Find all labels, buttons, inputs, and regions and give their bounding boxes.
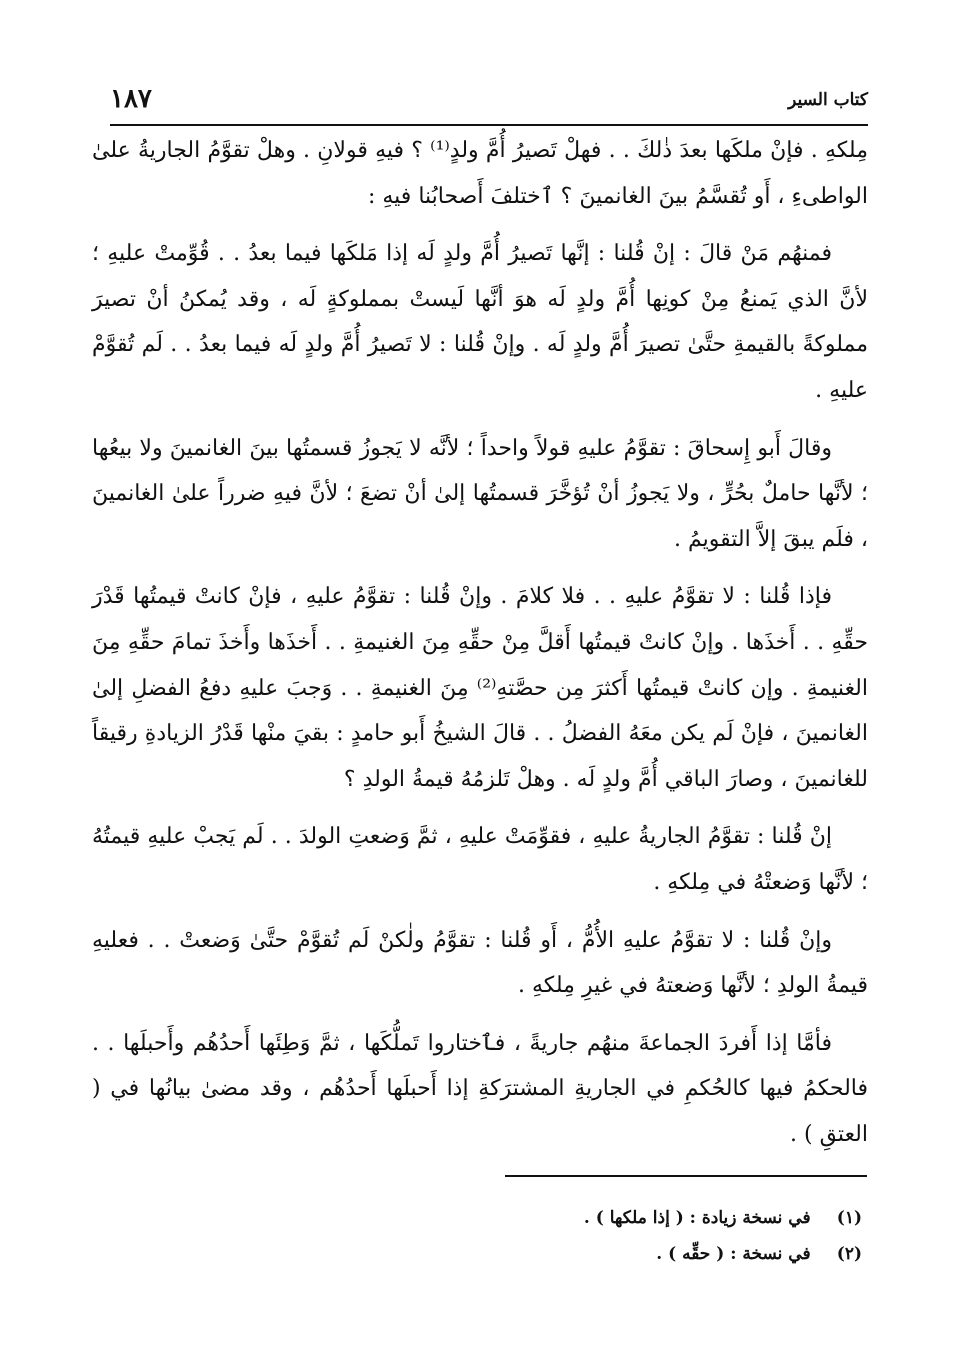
paragraph: مِلكهِ . فإنْ ملكَها بعدَ ذٰلكَ . . فهلْ تَصيرُ أُمَّ ولدٍ⁽¹⁾ ؟ فيهِ قولانِ . وهلْ تقوَّمُ الجاريةُ علىٰ الواطىءِ ، أَو تُقسَّمُ بينَ الغانمينَ ؟ ٱختلفَ أَصحابُنا فيهِ : xyxy=(92,138,868,209)
paragraph: فمنهُم مَنْ قالَ : إنْ قُلنا : إنَّها تَصيرُ أُمَّ ولدٍ لَه إذا مَلكَها فيما بعدُ . . قُوِّمتْ عليهِ ؛ لأنَّ الذي يَمنعُ مِنْ كونِها أُمَّ ولدٍ لَه هوَ أنَّها لَيستْ بمملوكةٍ لَه ، وقد يُمكنُ أنْ تصيرَ مملوكةً بالقيمةِ حتَّىٰ تصيرَ أُمَّ ولدٍ لَه . وإنْ قُلنا : لا تَصيرُ أُمَّ ولدٍ لَه فيما بعدُ . . لَم تُقوَّمْ عليهِ . xyxy=(92,241,868,403)
paragraph: فأمَّا إذا أَفردَ الجماعةَ منهُم جاريةً ، فٱختاروا تَملُّكَها ، ثمَّ وَطِئَها أَحدُهُم وأَحبلَها . . فالحكمُ فيها كالحُكمِ في الجاريةِ المشترَكةِ إذا أَحبلَها أَحدُهُم ، وقد مضىٰ بيانُها في ( العتقِ ) . xyxy=(92,1030,868,1147)
footnote xyxy=(300,1236,862,1272)
page-header xyxy=(110,84,868,126)
footnote-number: (١) xyxy=(836,1208,862,1228)
main-text xyxy=(92,128,868,1169)
footnote-divider xyxy=(505,1175,867,1177)
footnote-text: في نسخة : ( حقِّه ) . xyxy=(656,1244,811,1264)
paragraph: وقالَ أَبو إِسحاقَ : تقوَّمُ عليهِ قولاً واحداً ؛ لأنَّه لا يَجوزُ قسمتُها بينَ الغانمينَ ولا بيعُها ؛ لأنَّها حاملٌ بحُرٍّ ، ولا يَجوزُ أنْ تُؤخَّرَ قسمتُها إلىٰ أنْ تضعَ ؛ لأنَّ فيهِ ضرراً علىٰ الغانمينَ ، فلَم يبقَ إلاَّ التقويمُ . xyxy=(92,435,868,552)
footnotes xyxy=(300,1200,862,1272)
footnote xyxy=(300,1200,862,1236)
page-number: ١٨٧ xyxy=(110,84,152,114)
footnote-text: في نسخة زيادة : ( إذا ملكها ) . xyxy=(583,1208,811,1228)
footnote-number: (٢) xyxy=(836,1244,862,1264)
running-title: كتاب السير xyxy=(788,90,868,110)
paragraph: إنْ قُلنا : تقوَّمُ الجاريةُ عليهِ ، فقوِّمَتْ عليهِ ، ثمَّ وَضعتِ الولدَ . . لَم يَجبْ عليهِ قيمتُهُ ؛ لأنَّها وَضعتْهُ في مِلكهِ . xyxy=(92,824,868,895)
paragraph: وإنْ قُلنا : لا تقوَّمُ عليهِ الأُمُّ ، أَو قُلنا : تقوَّمُ ولٰكنْ لَم تُقوَّمْ حتَّىٰ وَضعتْ . . فعليهِ قيمةُ الولدِ ؛ لأنَّها وَضعتهُ في غيرِ مِلكهِ . xyxy=(92,927,868,999)
paragraph: فإذا قُلنا : لا تقوَّمُ عليهِ . . فلا كلامَ . وإنْ قُلنا : تقوَّمُ عليهِ ، فإنْ كانتْ قيمتُها قَدْرَ حقِّهِ . . أَخذَها . وإنْ كانتْ قيمتُها أَقلَّ مِنْ حقِّهِ مِنَ الغنيمةِ . . أَخذَها وأَخذَ تمامَ حقِّهِ مِنَ الغنيمةِ . وإن كانتْ قيمتُها أَكثرَ مِن حصَّتهِ⁽²⁾ مِنَ الغنيمةِ . . وَجبَ عليهِ دفعُ الفضلِ إلىٰ الغانمينَ ، فإنْ لَم يكن معَهُ الفضلُ . . قالَ الشيخُ أَبو حامدٍ : بقيَ منْها قَدْرُ الزيادةِ رقيقاً للغانمينَ ، وصارَ الباقي أُمَّ ولدٍ لَه . وهلْ تَلزمُهُ قيمةُ الولدِ ؟ xyxy=(92,584,868,792)
